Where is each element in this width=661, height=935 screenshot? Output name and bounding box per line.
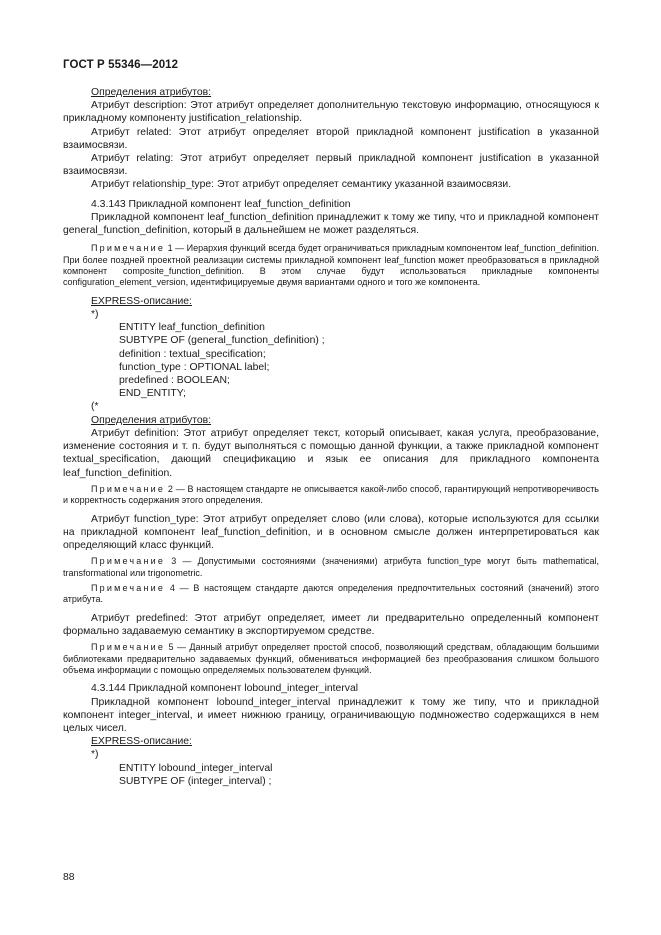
code-line: ENTITY lobound_integer_interval bbox=[119, 762, 273, 774]
code-line: ENTITY leaf_function_definition bbox=[119, 322, 265, 334]
note-label: Примечание bbox=[91, 642, 166, 653]
attr-related: Атрибут related: Этот атрибут определяет второй прикладной компонент justification в указанной взаимосвязи. bbox=[63, 126, 599, 151]
note-5 bbox=[63, 642, 599, 676]
note-text: 3 — Допустимыми состояниями (значениями) атрибута function_type могут быть mathematical, transformational или trigonometric. bbox=[63, 556, 599, 578]
attributes-heading: Определения атрибутов: bbox=[91, 414, 212, 426]
code-line: SUBTYPE OF (general_function_definition) ; bbox=[119, 335, 325, 347]
attr-relationship-type: Атрибут relationship_type: Этот атрибут определяет семантику указанной взаимосвязи. bbox=[91, 179, 512, 191]
comment-open: (* bbox=[91, 401, 99, 413]
page-number: 88 bbox=[63, 872, 75, 883]
section-body-4-3-144: Прикладной компонент lobound_integer_interval принадлежит к тому же типу, что и прикладной компонент integer_interval, и имеет нижнюю границу, ограничивающую подмножество содержащихся в нем целых чисел. bbox=[63, 696, 599, 734]
note-4 bbox=[63, 583, 599, 606]
note-text: 5 — Данный атрибут определяет простой способ, позволяющий средствам, обладающим большими библиотеками предварительно задаваемых функций, обмениваться информацией без преобразования слишком большого объема информации с помощью определяемых пользователем функций. bbox=[63, 642, 599, 675]
comment-close: *) bbox=[91, 749, 99, 761]
express-heading: EXPRESS-описание: bbox=[91, 295, 192, 307]
note-2 bbox=[63, 484, 599, 507]
standard-header: ГОСТ Р 55346—2012 bbox=[63, 59, 179, 71]
note-1 bbox=[63, 243, 599, 289]
code-line: function_type : OPTIONAL label; bbox=[119, 361, 270, 373]
express-heading: EXPRESS-описание: bbox=[91, 736, 192, 748]
note-label: Примечание bbox=[91, 243, 166, 254]
attr-description: Атрибут description: Этот атрибут определяет дополнительную текстовую информацию, относящуюся к прикладному компоненту justification_relationship. bbox=[63, 100, 599, 125]
attr-relating: Атрибут relating: Этот атрибут определяет первый прикладной компонент justification в указанной взаимосвязи. bbox=[63, 153, 599, 178]
code-line: SUBTYPE OF (integer_interval) ; bbox=[119, 775, 272, 787]
note-label: Примечание bbox=[91, 483, 166, 494]
note-label: Примечание bbox=[91, 556, 166, 567]
note-text: 1 — Иерархия функций всегда будет ограничиваться прикладным компонентом leaf_function_definition. При более поздней проектной реализации системы прикладной компонент leaf_function может преобразоваться в прикладной компонент composite_function_definition. В этом случае будут использоваться прикладные компоненты configuration_element_version, идентифицируемые двумя вариантами одного и того же компонента. bbox=[63, 243, 599, 288]
code-line: predefined : BOOLEAN; bbox=[119, 375, 230, 387]
note-3 bbox=[63, 556, 599, 579]
code-line: END_ENTITY; bbox=[119, 388, 186, 400]
comment-close: *) bbox=[91, 309, 99, 321]
attr-definition: Атрибут definition: Этот атрибут определяет текст, который описывает, какая услуга, преобразование, изменение состояния и т. п. будут выполняться с помощью данной функции, а также прикладной компонент textual_specification, дающий спецификацию и язык ее описания для прикладного компонента leaf_function_definition. bbox=[63, 427, 599, 479]
note-text: 4 — В настоящем стандарте даются определения предпочтительных состояний (значений) этого атрибута. bbox=[63, 582, 599, 605]
attr-function-type: Атрибут function_type: Этот атрибут определяет слово (или слова), которые используются для ссылки на прикладной компонент leaf_function_definition, и в основном смысле должен интерпретироваться как определяющий класс функций. bbox=[63, 513, 599, 551]
section-body-4-3-143: Прикладной компонент leaf_function_definition принадлежит к тому же типу, что и прикладной компонент general_function_definition, который в дальнейшем не может разделяться. bbox=[63, 211, 599, 237]
note-text: 2 — В настоящем стандарте не описывается какой-либо способ, гарантирующий непротиворечивость и корректность содержания этого определения. bbox=[63, 483, 599, 506]
code-line: definition : textual_specification; bbox=[119, 348, 266, 360]
section-heading-4-3-144: 4.3.144 Прикладной компонент lobound_integer_interval bbox=[91, 683, 359, 695]
attr-predefined: Атрибут predefined: Этот атрибут определяет, имеет ли предварительно определенный компонент формально задаваемую семантику в экспортируемом средстве. bbox=[63, 612, 599, 637]
section-heading-4-3-143: 4.3.143 Прикладной компонент leaf_function_definition bbox=[91, 198, 351, 210]
page-content bbox=[63, 86, 599, 788]
attributes-heading: Определения атрибутов: bbox=[91, 87, 212, 98]
note-label: Примечание bbox=[91, 582, 166, 593]
